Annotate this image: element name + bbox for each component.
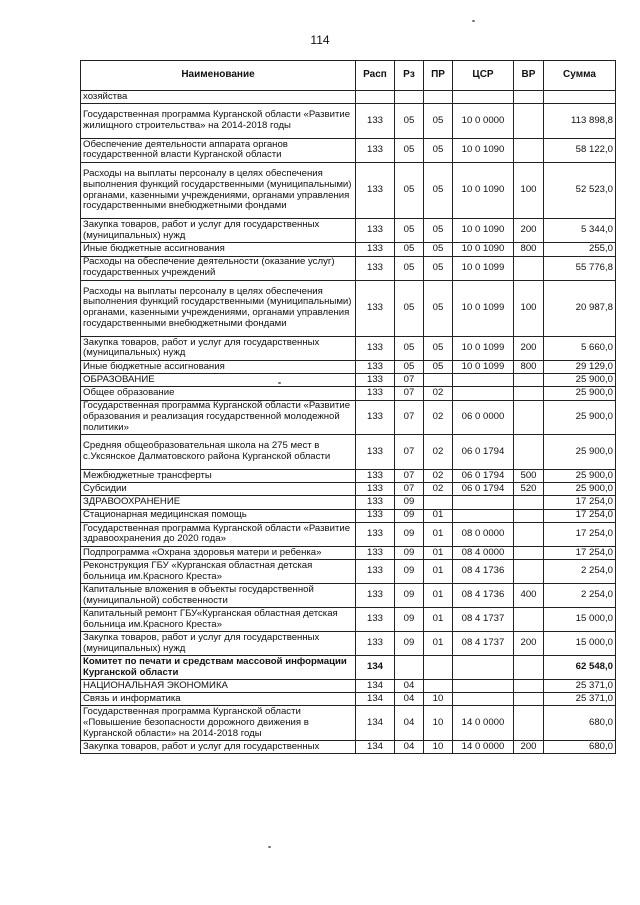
row-name: Иные бюджетные ассигнования	[81, 360, 356, 373]
row-sum: 5 660,0	[544, 336, 616, 360]
row-vr	[514, 693, 544, 706]
row-name: Капитальные вложения в объекты государственной (муниципальной) собственности	[81, 584, 356, 608]
row-rz: 04	[395, 693, 424, 706]
row-vr	[514, 560, 544, 584]
table-row	[81, 280, 616, 336]
row-vr	[514, 496, 544, 509]
row-sum: 25 900,0	[544, 470, 616, 483]
row-rz: 04	[395, 680, 424, 693]
scan-speck	[278, 382, 281, 384]
row-sum: 2 254,0	[544, 560, 616, 584]
row-vr	[514, 138, 544, 162]
row-rasp: 134	[356, 741, 395, 754]
row-rz: 05	[395, 162, 424, 218]
table-row	[81, 741, 616, 754]
table-body	[81, 91, 616, 754]
row-sum: 17 254,0	[544, 522, 616, 546]
row-vr: 200	[514, 632, 544, 656]
row-rasp: 133	[356, 243, 395, 256]
row-sum: 680,0	[544, 706, 616, 741]
header-sum: Сумма	[544, 61, 616, 91]
row-csr: 10 0 1099	[453, 360, 514, 373]
scan-speck	[268, 846, 271, 848]
row-csr: 10 0 1090	[453, 162, 514, 218]
row-csr	[453, 693, 514, 706]
row-pr: 05	[424, 104, 453, 139]
row-rz	[395, 91, 424, 104]
row-name: Расходы на выплаты персоналу в целях обеспечения выполнения функций государственными (муниципальными) органами, казенными учреждениями, органами управления государственными внебюджетными фондами	[81, 162, 356, 218]
row-rz: 09	[395, 522, 424, 546]
row-name: Закупка товаров, работ и услуг для государственных (муниципальных) нужд	[81, 219, 356, 243]
row-name: Общее образование	[81, 387, 356, 400]
row-sum: 15 000,0	[544, 632, 616, 656]
row-rasp: 133	[356, 360, 395, 373]
row-rz: 05	[395, 256, 424, 280]
row-vr	[514, 104, 544, 139]
row-name: Расходы на обеспечение деятельности (оказание услуг) государственных учреждений	[81, 256, 356, 280]
row-vr	[514, 91, 544, 104]
row-name: Закупка товаров, работ и услуг для государственных (муниципальных) нужд	[81, 336, 356, 360]
header-rz: Рз	[395, 61, 424, 91]
row-pr: 10	[424, 741, 453, 754]
row-rasp: 133	[356, 584, 395, 608]
row-vr	[514, 706, 544, 741]
row-rasp: 133	[356, 400, 395, 435]
row-rasp: 133	[356, 104, 395, 139]
row-name: Расходы на выплаты персоналу в целях обеспечения выполнения функций государственными (муниципальными) органами, казенными учреждениями, органами управления государственными внебюджетными фондами	[81, 280, 356, 336]
row-rz	[395, 656, 424, 680]
table-row	[81, 560, 616, 584]
row-name: хозяйства	[81, 91, 356, 104]
row-sum: 680,0	[544, 741, 616, 754]
table-row	[81, 496, 616, 509]
row-rz: 07	[395, 400, 424, 435]
row-pr: 05	[424, 243, 453, 256]
row-csr	[453, 387, 514, 400]
row-vr: 500	[514, 470, 544, 483]
row-name: Связь и информатика	[81, 693, 356, 706]
row-csr	[453, 91, 514, 104]
row-rz: 05	[395, 138, 424, 162]
budget-table	[80, 60, 616, 754]
row-name: Подпрограмма «Охрана здоровья матери и ребенка»	[81, 546, 356, 559]
row-vr: 400	[514, 584, 544, 608]
row-rz: 05	[395, 336, 424, 360]
row-csr: 10 0 0000	[453, 104, 514, 139]
row-pr: 10	[424, 706, 453, 741]
table-row	[81, 387, 616, 400]
row-name: Обеспечение деятельности аппарата органов государственной власти Курганской области	[81, 138, 356, 162]
row-vr	[514, 256, 544, 280]
row-name: НАЦИОНАЛЬНАЯ ЭКОНОМИКА	[81, 680, 356, 693]
row-sum: 25 371,0	[544, 680, 616, 693]
row-csr: 10 0 1099	[453, 280, 514, 336]
row-vr	[514, 509, 544, 522]
row-pr: 01	[424, 522, 453, 546]
row-pr: 05	[424, 219, 453, 243]
header-rasp: Расп	[356, 61, 395, 91]
row-csr: 06 0 1794	[453, 483, 514, 496]
row-vr	[514, 656, 544, 680]
row-rasp: 133	[356, 509, 395, 522]
row-sum: 25 900,0	[544, 387, 616, 400]
row-name: Капитальный ремонт ГБУ«Курганская областная детская больница им.Красного Креста»	[81, 608, 356, 632]
table-row	[81, 483, 616, 496]
row-name: Межбюджетные трансферты	[81, 470, 356, 483]
row-rz: 04	[395, 741, 424, 754]
row-pr: 05	[424, 138, 453, 162]
table-row	[81, 632, 616, 656]
table-row	[81, 522, 616, 546]
row-sum	[544, 91, 616, 104]
row-vr: 520	[514, 483, 544, 496]
row-pr: 01	[424, 584, 453, 608]
row-rasp: 134	[356, 693, 395, 706]
row-rasp: 133	[356, 374, 395, 387]
row-rz: 07	[395, 374, 424, 387]
row-csr: 08 4 1736	[453, 584, 514, 608]
row-vr: 800	[514, 243, 544, 256]
row-pr: 05	[424, 256, 453, 280]
row-name: Закупка товаров, работ и услуг для государственных (муниципальных) нужд	[81, 632, 356, 656]
row-rz: 07	[395, 435, 424, 470]
row-rz: 09	[395, 608, 424, 632]
row-csr: 06 0 1794	[453, 470, 514, 483]
row-pr: 10	[424, 693, 453, 706]
row-name: Иные бюджетные ассигнования	[81, 243, 356, 256]
row-sum: 29 129,0	[544, 360, 616, 373]
row-rz: 09	[395, 632, 424, 656]
row-rz: 05	[395, 219, 424, 243]
row-vr: 100	[514, 280, 544, 336]
row-csr: 08 4 1737	[453, 632, 514, 656]
scan-speck	[472, 20, 475, 22]
table-row	[81, 680, 616, 693]
row-pr: 05	[424, 336, 453, 360]
row-vr: 200	[514, 336, 544, 360]
row-csr	[453, 374, 514, 387]
header-pr: ПР	[424, 61, 453, 91]
row-rasp: 133	[356, 387, 395, 400]
row-pr: 02	[424, 470, 453, 483]
row-pr: 01	[424, 560, 453, 584]
row-csr: 08 4 0000	[453, 546, 514, 559]
row-rasp: 133	[356, 522, 395, 546]
row-pr: 01	[424, 632, 453, 656]
row-name: ЗДРАВООХРАНЕНИЕ	[81, 496, 356, 509]
row-rasp: 133	[356, 435, 395, 470]
row-pr: 02	[424, 400, 453, 435]
row-name: Средняя общеобразовательная школа на 275 мест в с.Уксянское Далматовского района Курганской области	[81, 435, 356, 470]
row-sum: 20 987,8	[544, 280, 616, 336]
row-sum: 52 523,0	[544, 162, 616, 218]
row-sum: 58 122,0	[544, 138, 616, 162]
row-rasp: 133	[356, 256, 395, 280]
table-row	[81, 509, 616, 522]
row-csr	[453, 509, 514, 522]
row-rasp: 134	[356, 706, 395, 741]
row-name: Реконструкция ГБУ «Курганская областная детская больница им.Красного Креста»	[81, 560, 356, 584]
row-name: Стационарная медицинская помощь	[81, 509, 356, 522]
table-row	[81, 693, 616, 706]
row-sum: 62 548,0	[544, 656, 616, 680]
row-csr: 10 0 1099	[453, 256, 514, 280]
row-name: ОБРАЗОВАНИЕ	[81, 374, 356, 387]
row-rasp: 133	[356, 470, 395, 483]
row-rz: 05	[395, 280, 424, 336]
row-rz: 07	[395, 470, 424, 483]
row-pr: 02	[424, 387, 453, 400]
row-pr: 05	[424, 280, 453, 336]
row-pr: 05	[424, 360, 453, 373]
row-rasp: 134	[356, 680, 395, 693]
row-pr: 05	[424, 162, 453, 218]
row-pr	[424, 496, 453, 509]
row-csr	[453, 656, 514, 680]
row-name: Государственная программа Курганской области «Развитие здравоохранения до 2020 года»	[81, 522, 356, 546]
table-row	[81, 104, 616, 139]
row-pr: 01	[424, 509, 453, 522]
row-csr: 10 0 1090	[453, 138, 514, 162]
row-rasp: 134	[356, 656, 395, 680]
row-rz: 09	[395, 509, 424, 522]
row-rz: 05	[395, 360, 424, 373]
table-row	[81, 706, 616, 741]
table-row	[81, 219, 616, 243]
row-csr: 08 4 1737	[453, 608, 514, 632]
row-pr	[424, 374, 453, 387]
table-row	[81, 91, 616, 104]
row-name: Субсидии	[81, 483, 356, 496]
row-rz: 07	[395, 387, 424, 400]
table-row	[81, 243, 616, 256]
row-vr: 800	[514, 360, 544, 373]
row-csr: 14 0 0000	[453, 706, 514, 741]
row-rasp: 133	[356, 483, 395, 496]
row-sum: 2 254,0	[544, 584, 616, 608]
row-sum: 17 254,0	[544, 496, 616, 509]
table-row	[81, 608, 616, 632]
row-pr	[424, 656, 453, 680]
row-sum: 255,0	[544, 243, 616, 256]
row-pr	[424, 91, 453, 104]
row-rasp: 133	[356, 336, 395, 360]
row-sum: 17 254,0	[544, 509, 616, 522]
row-rasp: 133	[356, 138, 395, 162]
row-vr: 200	[514, 219, 544, 243]
row-csr: 06 0 1794	[453, 435, 514, 470]
row-sum: 55 776,8	[544, 256, 616, 280]
header-name: Наименование	[81, 61, 356, 91]
page-number: 114	[310, 33, 330, 47]
row-rasp: 133	[356, 162, 395, 218]
row-rasp: 133	[356, 280, 395, 336]
row-sum: 15 000,0	[544, 608, 616, 632]
row-name: Государственная программа Курганской области «Развитие жилищного строительства» на 2014-2018 годы	[81, 104, 356, 139]
row-sum: 113 898,8	[544, 104, 616, 139]
row-pr: 02	[424, 435, 453, 470]
table-row	[81, 138, 616, 162]
row-name: Комитет по печати и средствам массовой информации Курганской области	[81, 656, 356, 680]
row-csr: 08 0 0000	[453, 522, 514, 546]
table-row	[81, 656, 616, 680]
table-row	[81, 162, 616, 218]
row-rz: 05	[395, 243, 424, 256]
table-row	[81, 256, 616, 280]
row-vr	[514, 435, 544, 470]
table-row	[81, 435, 616, 470]
row-sum: 25 900,0	[544, 400, 616, 435]
row-rz: 09	[395, 560, 424, 584]
row-vr	[514, 387, 544, 400]
row-csr	[453, 496, 514, 509]
row-name: Государственная программа Курганской области «Развитие образования и реализация государственной молодежной политики»	[81, 400, 356, 435]
row-sum: 17 254,0	[544, 546, 616, 559]
row-csr: 08 4 1736	[453, 560, 514, 584]
row-vr	[514, 608, 544, 632]
row-rz: 09	[395, 584, 424, 608]
table-row	[81, 374, 616, 387]
row-sum: 25 900,0	[544, 483, 616, 496]
row-rasp: 133	[356, 546, 395, 559]
row-rz: 09	[395, 546, 424, 559]
row-name: Закупка товаров, работ и услуг для государственных	[81, 741, 356, 754]
row-pr	[424, 680, 453, 693]
row-pr: 02	[424, 483, 453, 496]
row-rasp: 133	[356, 496, 395, 509]
row-vr: 100	[514, 162, 544, 218]
header-csr: ЦСР	[453, 61, 514, 91]
row-csr: 10 0 1090	[453, 219, 514, 243]
row-rz: 07	[395, 483, 424, 496]
header-vr: ВР	[514, 61, 544, 91]
row-rz: 04	[395, 706, 424, 741]
table-row	[81, 546, 616, 559]
table-row	[81, 360, 616, 373]
row-vr	[514, 680, 544, 693]
row-rz: 05	[395, 104, 424, 139]
table-header-row	[81, 61, 616, 91]
row-rasp	[356, 91, 395, 104]
table-row	[81, 400, 616, 435]
row-vr	[514, 546, 544, 559]
row-pr: 01	[424, 608, 453, 632]
row-name: Государственная программа Курганской области «Повышение безопасности дорожного движения в Курганской области» на 2014-2018 годы	[81, 706, 356, 741]
row-rasp: 133	[356, 632, 395, 656]
row-pr: 01	[424, 546, 453, 559]
row-csr: 06 0 0000	[453, 400, 514, 435]
table-row	[81, 336, 616, 360]
row-vr: 200	[514, 741, 544, 754]
row-rasp: 133	[356, 219, 395, 243]
row-csr: 14 0 0000	[453, 741, 514, 754]
row-vr	[514, 374, 544, 387]
row-sum: 25 900,0	[544, 435, 616, 470]
row-csr	[453, 680, 514, 693]
row-csr: 10 0 1090	[453, 243, 514, 256]
table-row	[81, 470, 616, 483]
row-sum: 25 371,0	[544, 693, 616, 706]
row-rz: 09	[395, 496, 424, 509]
row-sum: 25 900,0	[544, 374, 616, 387]
row-vr	[514, 522, 544, 546]
row-rasp: 133	[356, 560, 395, 584]
table-row	[81, 584, 616, 608]
row-rasp: 133	[356, 608, 395, 632]
row-csr: 10 0 1099	[453, 336, 514, 360]
row-vr	[514, 400, 544, 435]
row-sum: 5 344,0	[544, 219, 616, 243]
